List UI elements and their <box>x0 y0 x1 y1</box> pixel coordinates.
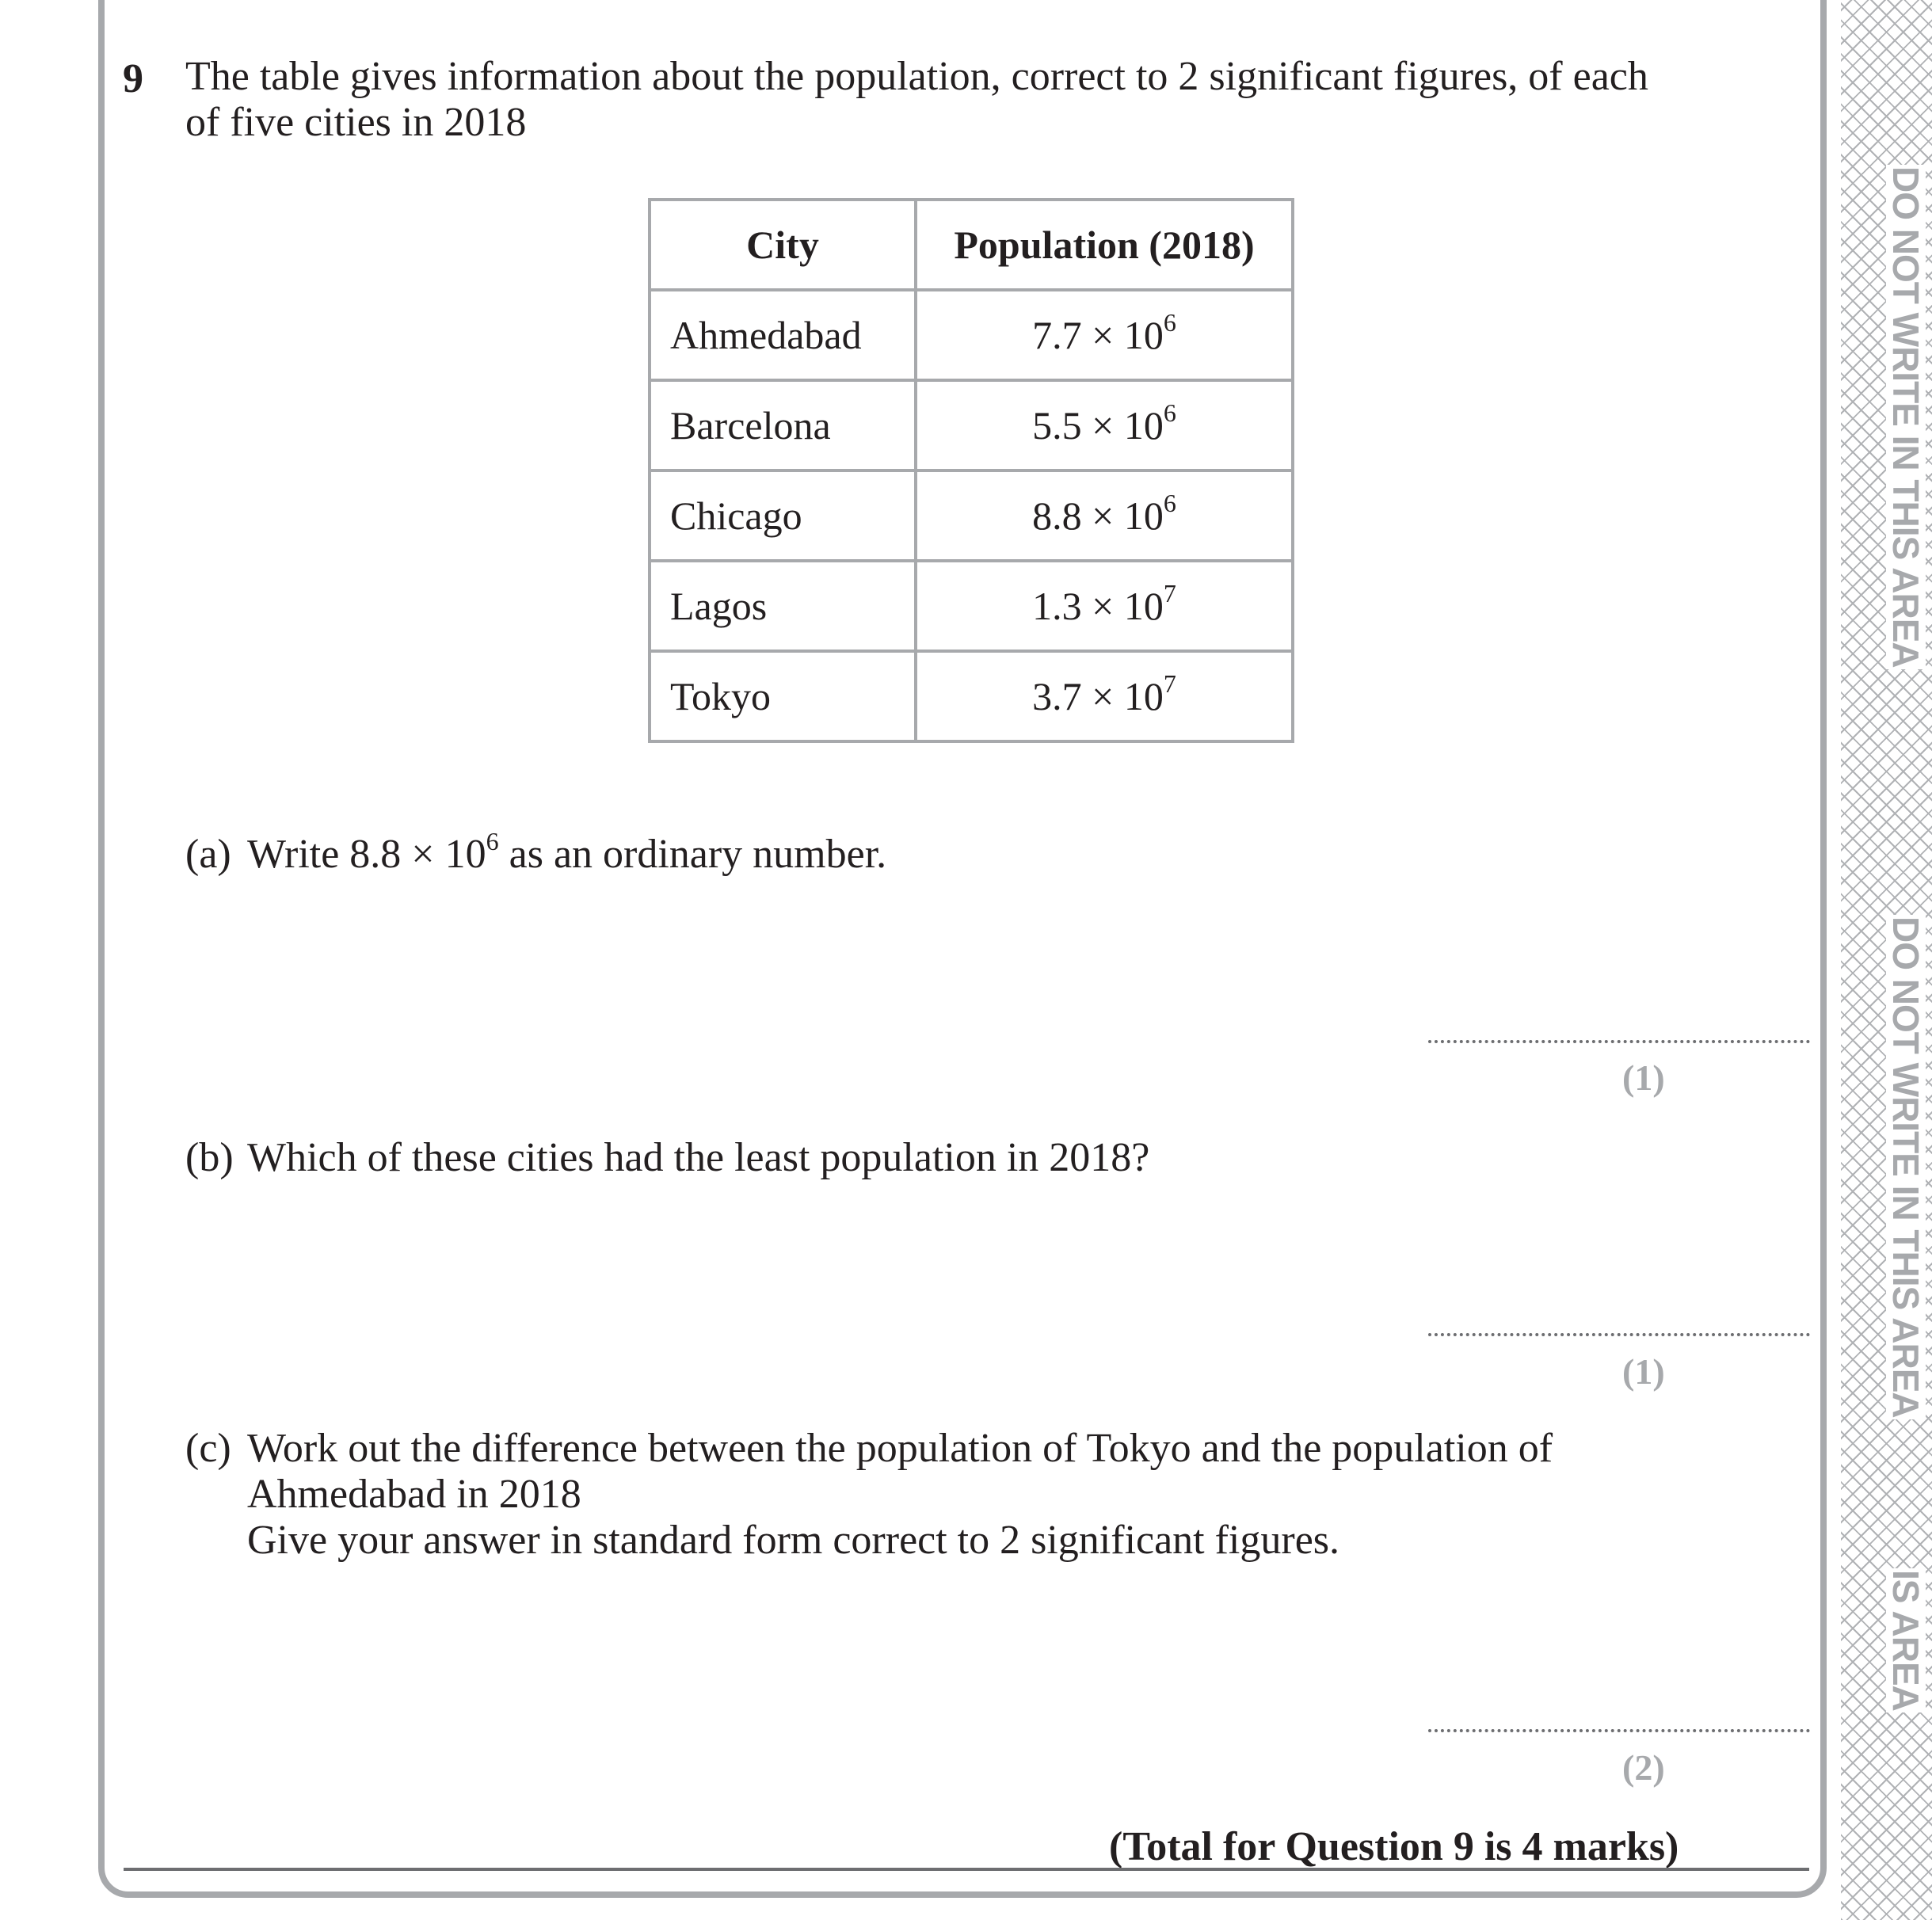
population-cell: $8.8 \times 10^6$ <box>916 470 1293 561</box>
table-row <box>650 290 1293 380</box>
part-a-text: Write $8.8 \times 10^6$ as an ordinary number. <box>247 827 887 877</box>
population-cell: $3.7 \times 10^7$ <box>916 651 1293 741</box>
part-b <box>185 1135 1594 1181</box>
table-row <box>650 380 1293 470</box>
end-rule <box>124 1868 1809 1871</box>
part-c-text <box>247 1426 1594 1564</box>
population-cell: $1.3 \times 10^7$ <box>916 561 1293 651</box>
marks-c: (2) <box>1622 1747 1665 1788</box>
population-cell: $7.7 \times 10^6$ <box>916 290 1293 380</box>
margin-warning-1: DO NOT WRITE IN THIS AREA <box>1885 166 1926 668</box>
answer-line-c[interactable] <box>1428 1729 1810 1732</box>
part-c-line1: Work out the difference between the population of Tokyo and the population of <box>247 1426 1553 1471</box>
city-cell: Barcelona <box>650 380 916 470</box>
population-cell: $5.5 \times 10^6$ <box>916 380 1293 470</box>
part-c-line2: Ahmedabad in 2018 <box>247 1472 581 1517</box>
answer-line-b[interactable] <box>1428 1333 1810 1336</box>
part-b-text: Which of these cities had the least population in 2018? <box>247 1135 1150 1180</box>
table-row <box>650 470 1293 561</box>
city-cell: Chicago <box>650 470 916 561</box>
table-row <box>650 651 1293 741</box>
table-row <box>650 561 1293 651</box>
question-number: 9 <box>123 56 143 101</box>
marks-a: (1) <box>1622 1057 1665 1098</box>
city-cell: Lagos <box>650 561 916 651</box>
part-c-line3: Give your answer in standard form correct to 2 significant figures. <box>247 1518 1340 1563</box>
part-c-label: (c) <box>185 1426 231 1471</box>
population-table <box>648 198 1294 743</box>
question-stem: The table gives information about the population, correct to 2 significant figures, of each of five cities in 2018 <box>185 54 1648 145</box>
part-b-label: (b) <box>185 1135 234 1180</box>
column-header-city: City <box>650 200 916 290</box>
city-cell: Ahmedabad <box>650 290 916 380</box>
marks-b: (1) <box>1622 1351 1665 1392</box>
city-cell: Tokyo <box>650 651 916 741</box>
question-total: (Total for Question 9 is 4 marks) <box>1109 1824 1679 1869</box>
margin-warning-3: IS AREA <box>1885 1570 1926 1711</box>
answer-line-a[interactable] <box>1428 1040 1810 1043</box>
part-a <box>185 827 1594 878</box>
column-header-population: Population (2018) <box>916 200 1293 290</box>
margin-warning-2: DO NOT WRITE IN THIS AREA <box>1885 916 1926 1418</box>
part-c <box>185 1426 1594 1564</box>
part-a-label: (a) <box>185 832 231 877</box>
table-header-row <box>650 200 1293 290</box>
